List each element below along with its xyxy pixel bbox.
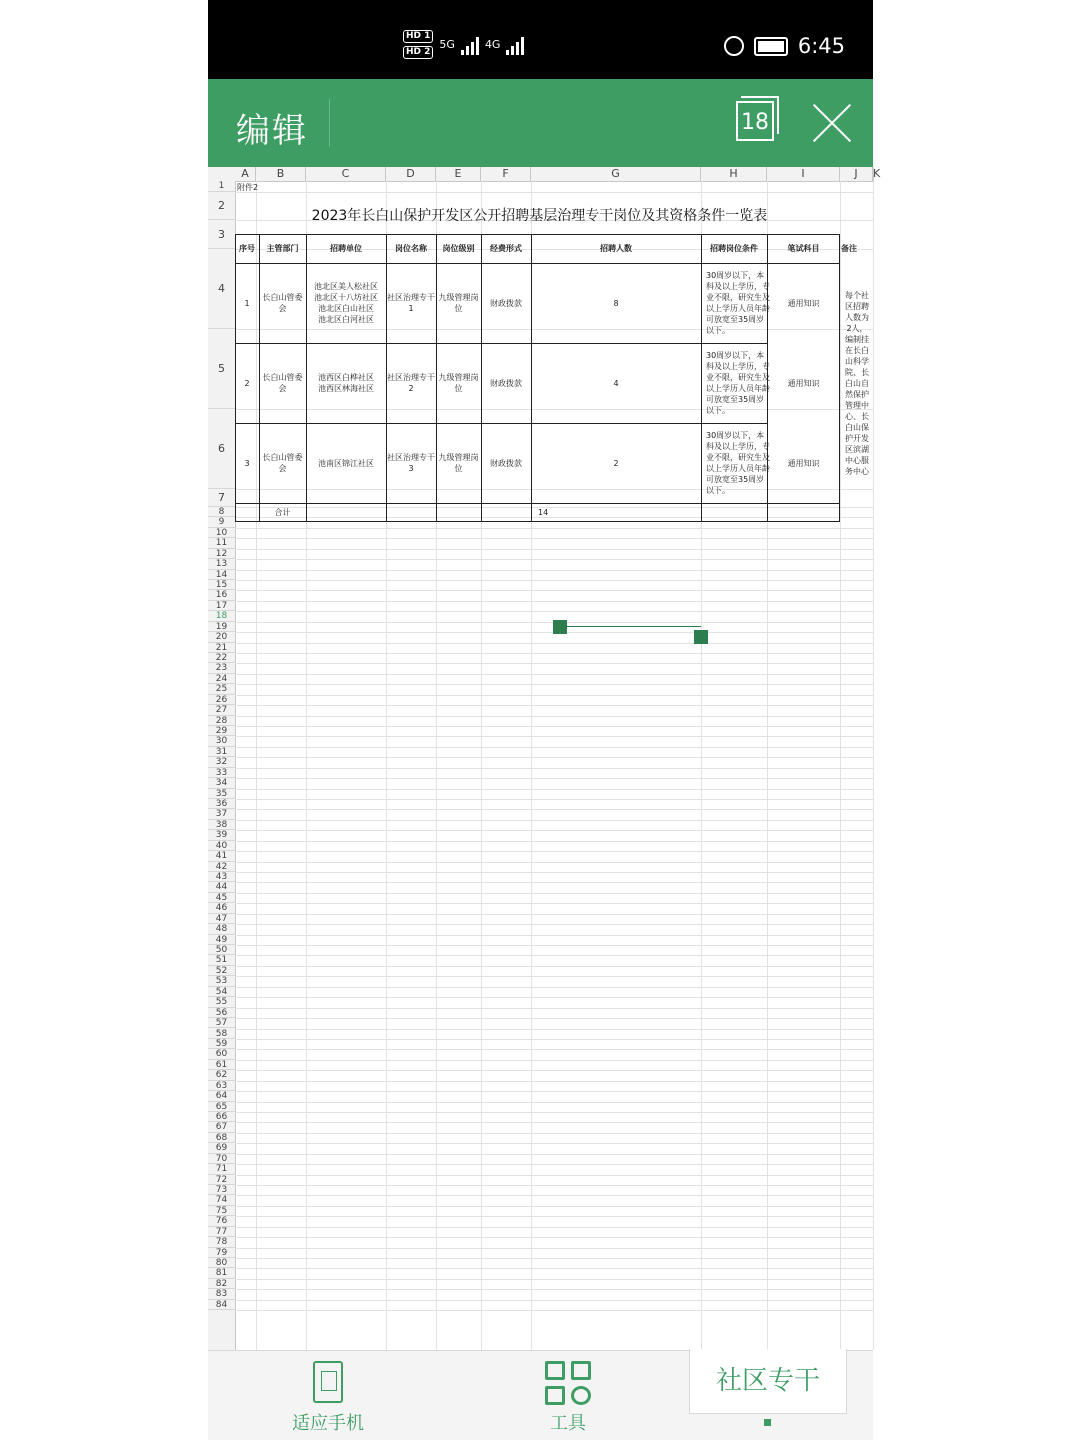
- row-gridline: [235, 736, 873, 737]
- row-gridline: [235, 789, 873, 790]
- table-cell[interactable]: 通用知识: [787, 378, 820, 388]
- row-header-52[interactable]: 52: [208, 966, 235, 976]
- table-cell[interactable]: 4: [613, 378, 619, 388]
- table-header-cell[interactable]: 招聘人数: [600, 244, 632, 253]
- phone-fit-icon: [313, 1361, 343, 1403]
- row-header-48[interactable]: 48: [208, 924, 235, 934]
- row-gridline: [235, 935, 873, 936]
- row-header-18[interactable]: 18: [208, 611, 235, 621]
- row-header-23[interactable]: 23: [208, 663, 235, 673]
- network-5g-label: 5G: [439, 38, 455, 51]
- row-header-5[interactable]: 5: [208, 329, 235, 409]
- row-header-4[interactable]: 4: [208, 249, 235, 329]
- row-gridline: [235, 1300, 873, 1301]
- row-header-31[interactable]: 31: [208, 747, 235, 757]
- table-cell[interactable]: 池北区美人松社区 池北区十八坊社区 池北区白山社区 池北区白河社区: [314, 282, 378, 324]
- row-gridline: [235, 924, 873, 925]
- row-header-59[interactable]: 59: [208, 1039, 235, 1049]
- row-header-41[interactable]: 41: [208, 851, 235, 861]
- row-gridline: [235, 538, 873, 539]
- table-header-cell[interactable]: 招聘单位: [330, 244, 362, 253]
- row-header-bar: [208, 181, 236, 1350]
- row-gridline: [235, 872, 873, 873]
- row-gridline: [235, 976, 873, 977]
- row-header-22[interactable]: 22: [208, 653, 235, 663]
- table-cell[interactable]: 社区治理专干3: [387, 453, 435, 473]
- row-gridline: [235, 549, 873, 550]
- row-header-11[interactable]: 11: [208, 538, 235, 548]
- row-header-84[interactable]: 84: [208, 1300, 235, 1310]
- row-header-1[interactable]: 1: [208, 181, 235, 192]
- sheet-title[interactable]: 2023年长白山保护开发区公开招聘基层治理专干岗位及其资格条件一览表: [311, 208, 768, 224]
- bottom-bar: [208, 1350, 873, 1440]
- row-gridline: [235, 1164, 873, 1165]
- row-header-19[interactable]: 19: [208, 622, 235, 632]
- row-gridline: [235, 893, 873, 894]
- appbar-divider: [329, 99, 330, 147]
- row-gridline: [235, 809, 873, 810]
- row-gridline: [235, 192, 873, 193]
- row-gridline: [235, 1310, 873, 1311]
- table-header-cell[interactable]: 备注: [841, 244, 857, 253]
- table-cell[interactable]: 30周岁以下，本科及以上学历，专业不限，研究生及以上学历人员年龄可放宽至35周岁以下。: [706, 431, 770, 495]
- row-gridline: [235, 1091, 873, 1092]
- attachment-label[interactable]: 附件2: [237, 183, 259, 192]
- column-header-b[interactable]: B: [256, 167, 306, 181]
- table-cell[interactable]: 财政拨款: [490, 298, 522, 308]
- row-gridline: [235, 1206, 873, 1207]
- column-header-i[interactable]: I: [767, 167, 840, 181]
- row-gridline: [235, 882, 873, 883]
- tools-grid-icon: [545, 1361, 591, 1405]
- row-gridline: [235, 1258, 873, 1259]
- row-gridline: [235, 841, 873, 842]
- row-header-81[interactable]: 81: [208, 1268, 235, 1278]
- column-header-g[interactable]: G: [531, 167, 701, 181]
- row-header-55[interactable]: 55: [208, 997, 235, 1007]
- row-gridline: [235, 611, 873, 612]
- row-header-71[interactable]: 71: [208, 1164, 235, 1174]
- row-header-53[interactable]: 53: [208, 976, 235, 986]
- row-gridline: [235, 663, 873, 664]
- row-gridline: [235, 653, 873, 654]
- row-header-34[interactable]: 34: [208, 778, 235, 788]
- row-header-69[interactable]: 69: [208, 1143, 235, 1153]
- row-header-13[interactable]: 13: [208, 559, 235, 569]
- phone-screen: [208, 0, 881, 1439]
- row-header-63[interactable]: 63: [208, 1081, 235, 1091]
- row-header-27[interactable]: 27: [208, 705, 235, 715]
- row-gridline: [235, 590, 873, 591]
- table-header-cell[interactable]: 招聘岗位条件: [710, 244, 758, 253]
- column-header-j[interactable]: J: [840, 167, 873, 181]
- fit-phone-label: 适应手机: [292, 1413, 364, 1434]
- row-header-51[interactable]: 51: [208, 955, 235, 965]
- row-gridline: [235, 1122, 873, 1123]
- row-header-20[interactable]: 20: [208, 632, 235, 642]
- row-header-24[interactable]: 24: [208, 674, 235, 684]
- table-cell[interactable]: 九级管理岗位: [438, 453, 479, 473]
- table-cell[interactable]: 通用知识: [787, 298, 820, 308]
- row-gridline: [235, 705, 873, 706]
- column-header-k[interactable]: K: [873, 167, 881, 180]
- total-count-cell[interactable]: 14: [538, 508, 549, 517]
- row-gridline: [235, 862, 873, 863]
- row-gridline: [235, 1008, 873, 1009]
- row-header-56[interactable]: 56: [208, 1008, 235, 1018]
- row-header-39[interactable]: 39: [208, 830, 235, 840]
- row-header-62[interactable]: 62: [208, 1070, 235, 1080]
- table-header-cell[interactable]: 笔试科目: [787, 244, 820, 253]
- row-gridline: [235, 757, 873, 758]
- row-gridline: [235, 1248, 873, 1249]
- row-gridline: [235, 1102, 873, 1103]
- table-cell[interactable]: 长白山管委会: [262, 453, 303, 473]
- table-cell[interactable]: 通用知识: [787, 458, 820, 468]
- table-cell[interactable]: 2: [244, 378, 250, 388]
- row-header-7[interactable]: 7: [208, 489, 235, 507]
- row-header-50[interactable]: 50: [208, 945, 235, 955]
- row-gridline: [235, 778, 873, 779]
- row-gridline: [235, 559, 873, 560]
- row-gridline: [235, 1029, 873, 1030]
- table-cell[interactable]: 1: [244, 298, 250, 308]
- row-gridline: [235, 1081, 873, 1082]
- row-header-40[interactable]: 40: [208, 841, 235, 851]
- selection-handle-start[interactable]: [553, 620, 567, 634]
- remark-cell[interactable]: 每个社区招聘人数为2人，编制挂在长白山科学院、长白山自然保护管理中心、长白山保护开发区滨湖中心服务中心: [845, 290, 869, 476]
- row-gridline: [235, 768, 873, 769]
- row-header-21[interactable]: 21: [208, 643, 235, 653]
- row-header-65[interactable]: 65: [208, 1102, 235, 1112]
- row-gridline: [235, 1133, 873, 1134]
- row-gridline: [235, 914, 873, 915]
- row-header-6[interactable]: 6: [208, 409, 235, 489]
- row-gridline: [235, 987, 873, 988]
- table-cell[interactable]: 社区治理专干1: [387, 293, 435, 313]
- row-header-76[interactable]: 76: [208, 1216, 235, 1226]
- close-icon[interactable]: [812, 103, 852, 143]
- app-bar: [208, 79, 873, 167]
- table-cell[interactable]: 长白山管委会: [262, 373, 303, 393]
- row-header-64[interactable]: 64: [208, 1091, 235, 1101]
- row-gridline: [235, 1070, 873, 1071]
- row-header-47[interactable]: 47: [208, 914, 235, 924]
- row-gridline: [235, 997, 873, 998]
- row-gridline: [235, 851, 873, 852]
- row-header-30[interactable]: 30: [208, 736, 235, 746]
- row-gridline: [235, 799, 873, 800]
- row-header-80[interactable]: 80: [208, 1258, 235, 1268]
- row-gridline: [235, 1060, 873, 1061]
- row-header-82[interactable]: 82: [208, 1279, 235, 1289]
- row-gridline: [235, 695, 873, 696]
- table-cell[interactable]: 财政拨款: [490, 458, 522, 468]
- row-header-46[interactable]: 46: [208, 903, 235, 913]
- table-header-cell[interactable]: 主管部门: [266, 244, 299, 253]
- row-header-43[interactable]: 43: [208, 872, 235, 882]
- row-header-79[interactable]: 79: [208, 1248, 235, 1258]
- row-gridline: [235, 955, 873, 956]
- row-gridline: [235, 747, 873, 748]
- row-header-9[interactable]: 9: [208, 517, 235, 527]
- selection-line: [567, 626, 701, 627]
- row-gridline: [235, 1195, 873, 1196]
- row-header-10[interactable]: 10: [208, 528, 235, 538]
- column-gridline: [873, 181, 874, 1350]
- row-gridline: [235, 643, 873, 644]
- row-header-3[interactable]: 3: [208, 220, 235, 249]
- row-gridline: [235, 716, 873, 717]
- tools-label: 工具: [550, 1413, 586, 1434]
- table-header-cell[interactable]: 经费形式: [490, 244, 522, 253]
- table-cell[interactable]: 30周岁以下，本科及以上学历，专业不限，研究生及以上学历人员年龄可放宽至35周岁以下。: [706, 271, 770, 335]
- row-header-67[interactable]: 67: [208, 1122, 235, 1132]
- table-header-cell[interactable]: 岗位级别: [442, 244, 475, 253]
- row-gridline: [235, 1049, 873, 1050]
- row-header-75[interactable]: 75: [208, 1206, 235, 1216]
- column-header-h[interactable]: H: [701, 167, 767, 181]
- column-header-d[interactable]: D: [386, 167, 436, 181]
- table-cell[interactable]: 3: [244, 458, 250, 468]
- table-cell[interactable]: 财政拨款: [490, 378, 522, 388]
- row-header-35[interactable]: 35: [208, 789, 235, 799]
- row-gridline: [235, 1175, 873, 1176]
- row-gridline: [235, 674, 873, 675]
- signal-icon-2: [506, 35, 524, 55]
- row-header-8[interactable]: 8: [208, 507, 235, 517]
- row-header-17[interactable]: 17: [208, 601, 235, 611]
- row-header-38[interactable]: 38: [208, 820, 235, 830]
- table-cell[interactable]: 8: [613, 298, 619, 308]
- row-header-58[interactable]: 58: [208, 1029, 235, 1039]
- row-header-26[interactable]: 26: [208, 695, 235, 705]
- row-gridline: [235, 830, 873, 831]
- status-bar: [208, 0, 873, 79]
- hd2-badge: HD 2: [403, 46, 433, 59]
- row-header-57[interactable]: 57: [208, 1018, 235, 1028]
- row-header-29[interactable]: 29: [208, 726, 235, 736]
- row-header-33[interactable]: 33: [208, 768, 235, 778]
- row-header-42[interactable]: 42: [208, 862, 235, 872]
- tools-button[interactable]: [538, 1361, 598, 1435]
- clock: 6:45: [797, 34, 845, 58]
- row-header-72[interactable]: 72: [208, 1175, 235, 1185]
- row-header-25[interactable]: 25: [208, 684, 235, 694]
- selection-handle-end[interactable]: [694, 630, 708, 644]
- row-header-73[interactable]: 73: [208, 1185, 235, 1195]
- table-cell[interactable]: 30周岁以下，本科及以上学历，专业不限，研究生及以上学历人员年龄可放宽至35周岁以下。: [706, 351, 770, 415]
- network-4g-label: 4G: [484, 38, 501, 51]
- battery-icon: [754, 37, 788, 56]
- row-gridline: [235, 903, 873, 904]
- row-header-61[interactable]: 61: [208, 1060, 235, 1070]
- table-header-cell[interactable]: 岗位名称: [395, 244, 427, 253]
- row-header-74[interactable]: 74: [208, 1195, 235, 1205]
- row-header-32[interactable]: 32: [208, 757, 235, 767]
- row-gridline: [235, 580, 873, 581]
- column-header-e[interactable]: E: [436, 167, 481, 181]
- row-header-60[interactable]: 60: [208, 1049, 235, 1059]
- row-header-15[interactable]: 15: [208, 580, 235, 590]
- row-gridline: [235, 1112, 873, 1113]
- column-header-f[interactable]: F: [481, 167, 531, 181]
- row-gridline: [235, 1216, 873, 1217]
- table-cell[interactable]: 池西区白桦社区 池西区林海社区: [318, 373, 374, 393]
- row-header-77[interactable]: 77: [208, 1227, 235, 1237]
- table-cell[interactable]: 池南区锦江社区: [318, 458, 374, 468]
- row-gridline: [235, 1237, 873, 1238]
- row-gridline: [235, 820, 873, 821]
- fit-phone-button[interactable]: [288, 1361, 368, 1435]
- signal-group: [403, 30, 524, 59]
- column-header-bar: [208, 167, 881, 182]
- spreadsheet-grid[interactable]: [208, 167, 881, 1350]
- row-header-78[interactable]: 78: [208, 1237, 235, 1247]
- row-gridline: [235, 570, 873, 571]
- row-header-49[interactable]: 49: [208, 935, 235, 945]
- row-gridline: [235, 1289, 873, 1290]
- row-header-28[interactable]: 28: [208, 716, 235, 726]
- row-header-36[interactable]: 36: [208, 799, 235, 809]
- row-header-66[interactable]: 66: [208, 1112, 235, 1122]
- row-gridline: [235, 1227, 873, 1228]
- row-gridline: [235, 1018, 873, 1019]
- column-header-a[interactable]: A: [235, 167, 256, 181]
- row-gridline: [235, 601, 873, 602]
- sheet-tab-active[interactable]: 社区专干: [689, 1349, 847, 1414]
- table-cell[interactable]: 九级管理岗位: [438, 293, 479, 313]
- row-header-14[interactable]: 14: [208, 570, 235, 580]
- row-header-44[interactable]: 44: [208, 882, 235, 892]
- row-gridline: [235, 1185, 873, 1186]
- row-header-83[interactable]: 83: [208, 1289, 235, 1299]
- row-gridline: [235, 1279, 873, 1280]
- row-gridline: [235, 1268, 873, 1269]
- table-cell[interactable]: 长白山管委会: [262, 293, 303, 313]
- row-gridline: [235, 684, 873, 685]
- tab-indicator-dot: [764, 1419, 771, 1426]
- sheets-icon[interactable]: 18: [736, 101, 774, 141]
- hd1-badge: HD 1: [403, 30, 433, 43]
- row-header-45[interactable]: 45: [208, 893, 235, 903]
- row-header-70[interactable]: 70: [208, 1154, 235, 1164]
- row-gridline: [235, 945, 873, 946]
- row-header-16[interactable]: 16: [208, 590, 235, 600]
- row-gridline: [235, 1039, 873, 1040]
- edit-button[interactable]: 编辑: [236, 111, 308, 151]
- row-header-12[interactable]: 12: [208, 549, 235, 559]
- table-header-cell[interactable]: 序号: [239, 244, 255, 253]
- table-cell[interactable]: 社区治理专干2: [387, 373, 435, 393]
- column-header-c[interactable]: C: [306, 167, 386, 181]
- row-gridline: [235, 1143, 873, 1144]
- table-cell[interactable]: 九级管理岗位: [438, 373, 479, 393]
- signal-icon: [461, 35, 479, 55]
- row-gridline: [235, 966, 873, 967]
- row-header-68[interactable]: 68: [208, 1133, 235, 1143]
- row-header-54[interactable]: 54: [208, 987, 235, 997]
- total-label-cell[interactable]: 合计: [274, 508, 291, 517]
- alarm-icon: [724, 36, 744, 56]
- table-cell[interactable]: 2: [613, 458, 619, 468]
- row-header-2[interactable]: 2: [208, 192, 235, 220]
- row-gridline: [235, 528, 873, 529]
- row-gridline: [235, 726, 873, 727]
- row-header-37[interactable]: 37: [208, 809, 235, 819]
- row-gridline: [235, 1154, 873, 1155]
